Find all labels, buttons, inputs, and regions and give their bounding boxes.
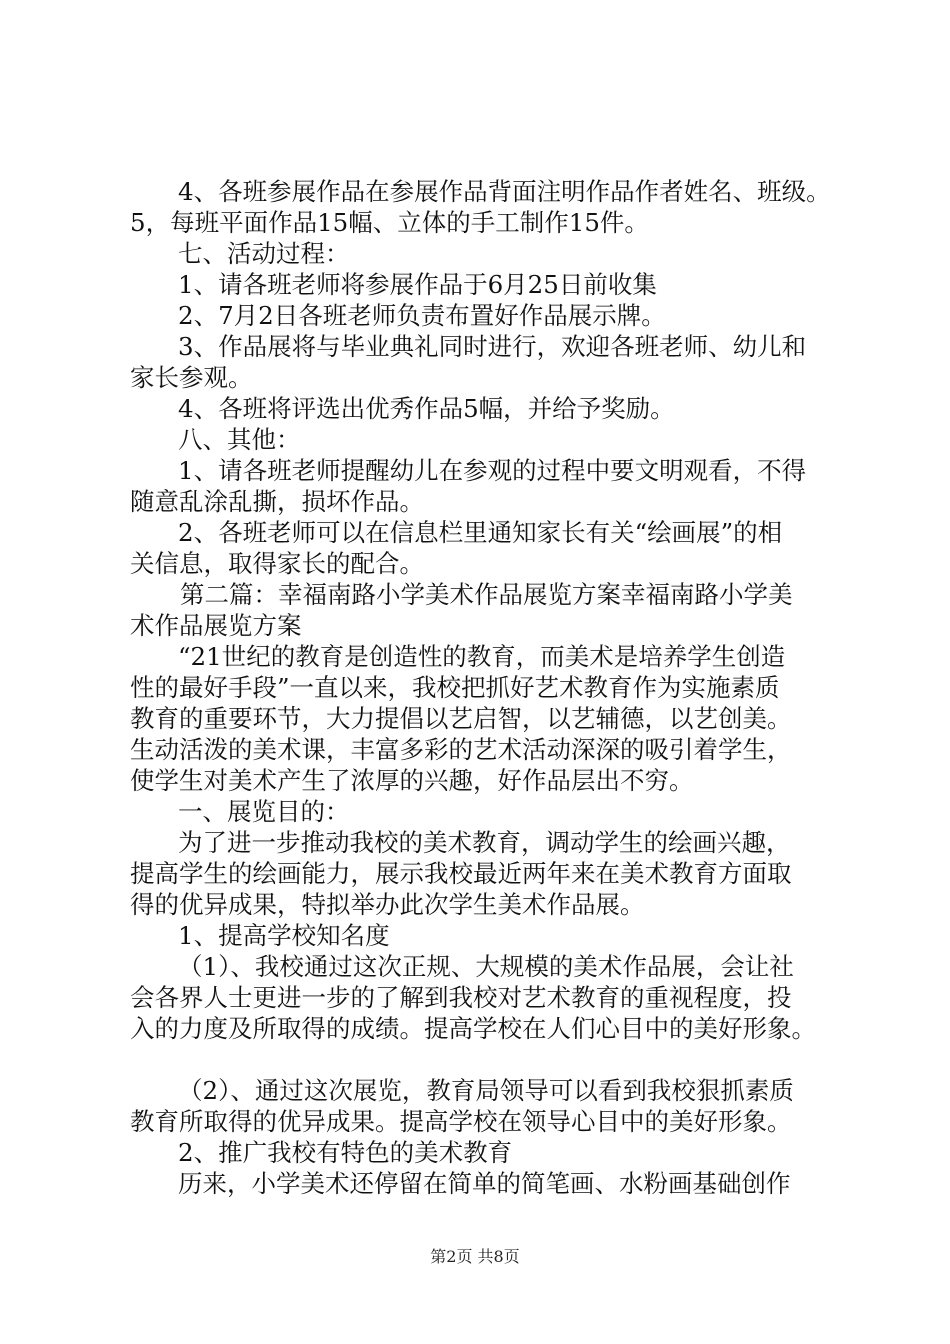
subsection-heading: 2、推广我校有特色的美术教育 (178, 1138, 513, 1167)
paragraph-line: 生动活泼的美术课，丰富多彩的艺术活动深深的吸引着学生， (130, 735, 792, 764)
paragraph-line: （1）、我校通过这次正规、大规模的美术作品展，会让社 (178, 952, 794, 981)
paragraph-line: 1、请各班老师将参展作品于6月25日前收集 (178, 270, 657, 299)
page-number: 第2页 共8页 (430, 1247, 520, 1266)
paragraph-line: 随意乱涂乱撕，损坏作品。 (130, 487, 424, 516)
paragraph-line: 教育的重要环节，大力提倡以艺启智，以艺辅德，以艺创美。 (130, 704, 792, 733)
paragraph-line: 2、7月2日各班老师负责布置好作品展示牌。 (178, 301, 666, 330)
subsection-heading: 1、提高学校知名度 (178, 921, 390, 950)
paragraph-line: 4、各班参展作品在参展作品背面注明作品作者姓名、班级。 (178, 177, 831, 206)
chapter-title: 术作品展览方案 (130, 611, 302, 640)
paragraph-line: “21世纪的教育是创造性的教育，而美术是培养学生创造 (178, 642, 786, 671)
paragraph-line: （2）、通过这次展览，教育局领导可以看到我校狠抓素质 (178, 1076, 794, 1105)
section-heading: 八、其他： (178, 425, 301, 454)
paragraph-line: 提高学生的绘画能力，展示我校最近两年来在美术教育方面取 (130, 859, 792, 888)
paragraph-line: 教育所取得的优异成果。提高学校在领导心目中的美好形象。 (130, 1107, 792, 1136)
paragraph-line: 4、各班将评选出优秀作品5幅，并给予奖励。 (178, 394, 675, 423)
paragraph-line: 入的力度及所取得的成绩。提高学校在人们心目中的美好形象。 (130, 1014, 816, 1043)
paragraph-line: 1、请各班老师提醒幼儿在参观的过程中要文明观看，不得 (178, 456, 807, 485)
paragraph-line: 关信息，取得家长的配合。 (130, 549, 424, 578)
paragraph-line: 5，每班平面作品15幅、立体的手工制作15件。 (130, 208, 649, 237)
chapter-title: 第二篇：幸福南路小学美术作品展览方案幸福南路小学美 (180, 580, 793, 609)
paragraph-line: 历来，小学美术还停留在简单的简笔画、水粉画基础创作 (178, 1169, 791, 1198)
paragraph-line: 得的优异成果，特拟举办此次学生美术作品展。 (130, 890, 645, 919)
paragraph-line: 使学生对美术产生了浓厚的兴趣，好作品层出不穷。 (130, 766, 694, 795)
paragraph-line: 会各界人士更进一步的了解到我校对艺术教育的重视程度，投 (130, 983, 792, 1012)
paragraph-line: 家长参观。 (130, 363, 253, 392)
section-heading: 一、展览目的： (178, 797, 350, 826)
paragraph-line: 为了进一步推动我校的美术教育，调动学生的绘画兴趣， (178, 828, 791, 857)
paragraph-line: 3、作品展将与毕业典礼同时进行，欢迎各班老师、幼儿和 (178, 332, 807, 361)
paragraph-line: 2、各班老师可以在信息栏里通知家长有关“绘画展”的相 (178, 518, 783, 547)
document-body (130, 176, 850, 1199)
blank-line (130, 1044, 850, 1075)
paragraph-line: 性的最好手段”一直以来，我校把抓好艺术教育作为实施素质 (130, 673, 780, 702)
page-footer (0, 1244, 950, 1267)
section-heading: 七、活动过程： (178, 239, 350, 268)
